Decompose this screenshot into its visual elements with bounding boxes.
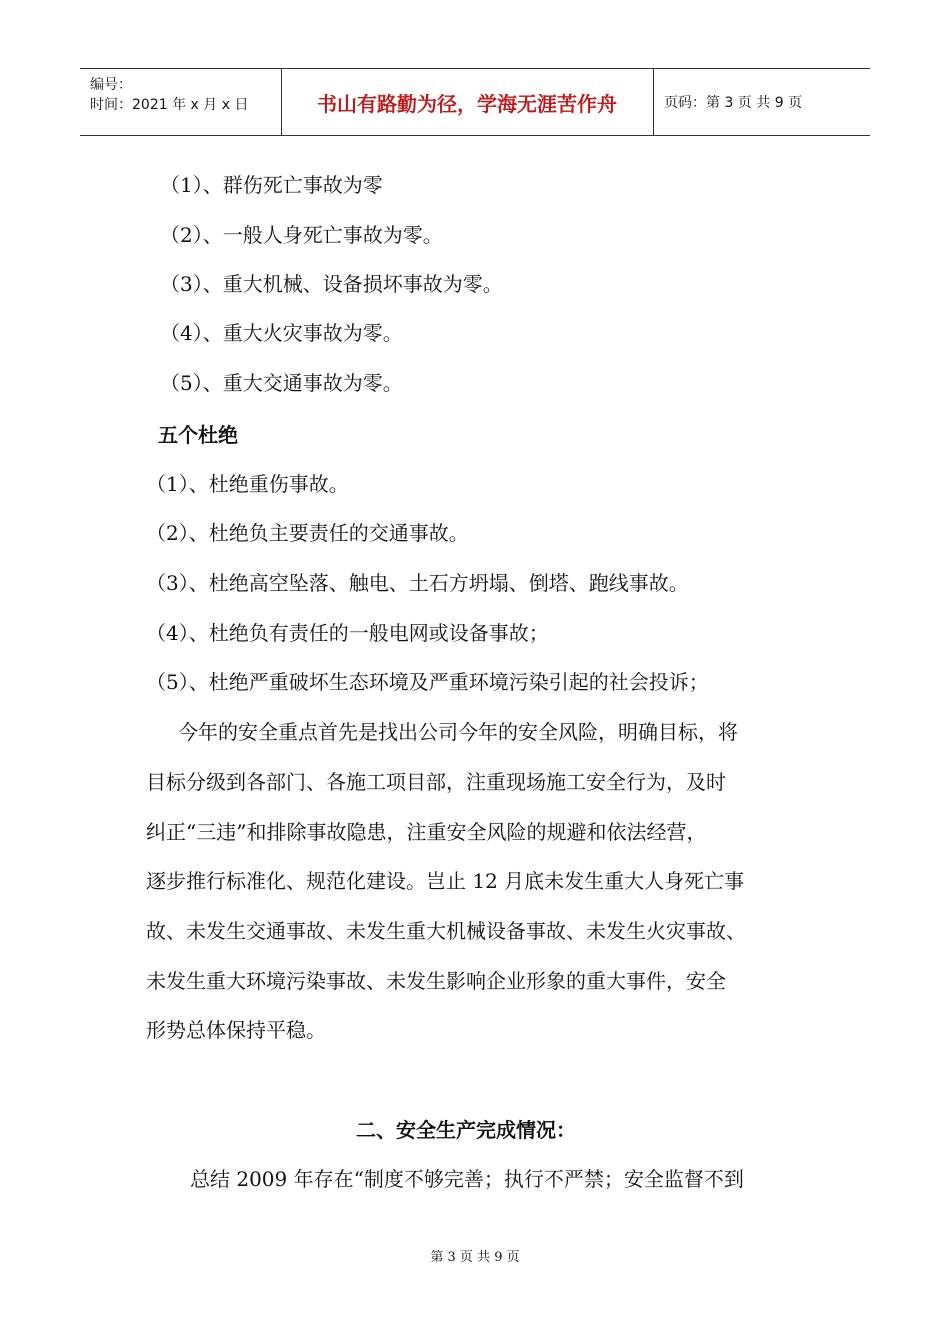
body-paragraph-line: 纠正“三违”和排除事故隐患，注重安全风险的规避和依法经营， — [146, 820, 707, 844]
elimination-item: （4）、杜绝负有责任的一般电网或设备事故； — [146, 621, 549, 645]
header-meta — [90, 75, 248, 115]
header-divider — [653, 69, 654, 135]
doc-number-label: 编号： — [90, 77, 132, 93]
zero-item: （2）、一般人身死亡事故为零。 — [160, 223, 443, 247]
header-page-label: 页码：第 3 页 共 9 页 — [664, 95, 803, 111]
body-paragraph-line: 逐步推行标准化、规范化建设。岂止 12 月底未发生重大人身死亡事 — [146, 869, 745, 893]
zero-item: （5）、重大交通事故为零。 — [160, 371, 403, 395]
doc-date-label: 时间：2021 年 x 月 x 日 — [90, 97, 249, 113]
five-eliminations-heading: 五个杜绝 — [158, 423, 238, 447]
header-motto: 书山有路勤为径，学海无涯苦作舟 — [317, 91, 617, 116]
body-paragraph-line: 故、未发生交通事故、未发生重大机械设备事故、未发生火灾事故、 — [146, 919, 746, 943]
zero-item: （1）、群伤死亡事故为零 — [160, 173, 383, 197]
elimination-item: （2）、杜绝负主要责任的交通事故。 — [146, 521, 469, 545]
body-paragraph-line: 总结 2009 年存在“制度不够完善；执行不严禁；安全监督不到 — [190, 1167, 744, 1191]
body-paragraph-line: 今年的安全重点首先是找出公司今年的安全风险，明确目标，将 — [178, 720, 738, 744]
section-heading: 二、安全生产完成情况： — [356, 1118, 576, 1142]
body-paragraph-line: 目标分级到各部门、各施工项目部，注重现场施工安全行为，及时 — [146, 770, 726, 794]
elimination-item: （1）、杜绝重伤事故。 — [146, 472, 349, 496]
elimination-item: （5）、杜绝严重破坏生态环境及严重环境污染引起的社会投诉； — [146, 670, 709, 694]
page-footer: 第 3 页 共 9 页 — [430, 1250, 520, 1265]
zero-item: （4）、重大火灾事故为零。 — [160, 321, 403, 345]
body-paragraph-line: 未发生重大环境污染事故、未发生影响企业形象的重大事件，安全 — [146, 969, 726, 993]
elimination-item: （3）、杜绝高空坠落、触电、土石方坍塌、倒塔、跑线事故。 — [146, 571, 689, 595]
page-header — [80, 68, 870, 136]
body-paragraph-line: 形势总体保持平稳。 — [146, 1018, 326, 1042]
zero-item: （3）、重大机械、设备损坏事故为零。 — [160, 272, 503, 296]
